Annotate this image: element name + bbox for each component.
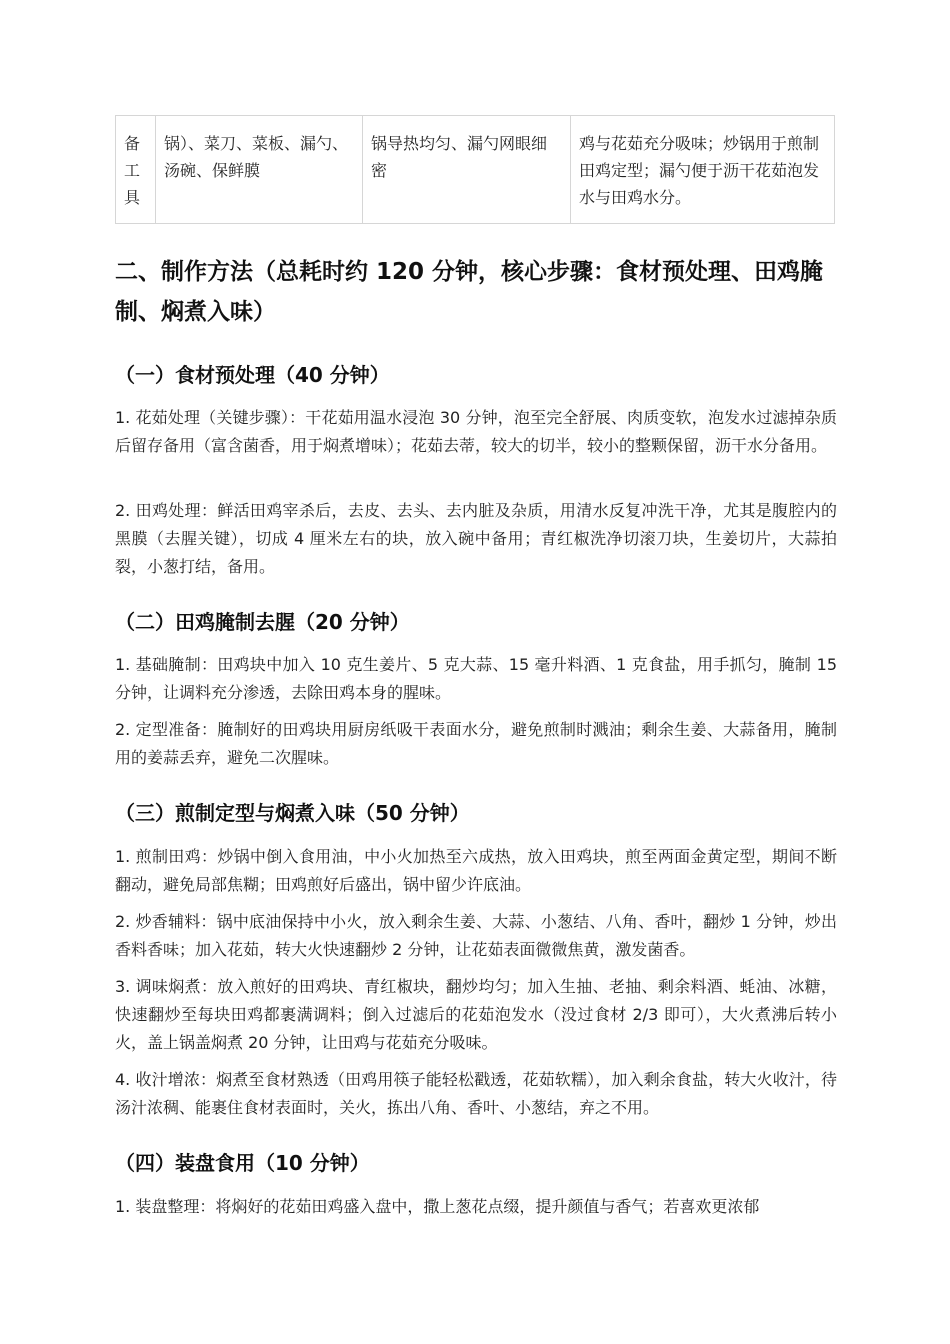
paragraph: 2. 田鸡处理：鲜活田鸡宰杀后，去皮、去头、去内脏及杂质，用清水反复冲洗干净，尤其是腹腔内的黑膜（去腥关键），切成 4 厘米左右的块，放入碗中备用；青红椒洗净切滚刀块，生姜切片，大蒜拍裂，小葱打结，备用。 (115, 501, 837, 576)
tools-table (115, 115, 835, 224)
table-cell-tools: 锅）、菜刀、菜板、漏勺、汤碗、保鲜膜 (156, 116, 363, 224)
category-char: 备 (124, 134, 141, 153)
paragraph: 1. 花茹处理（关键步骤）：干花茹用温水浸泡 30 分钟，泡至完全舒展、肉质变软，泡发水过滤掉杂质后留存备用（富含菌香，用于焖煮增味）；花茹去蒂，较大的切半，较小的整颗保留，沥干水分备用。 (115, 408, 837, 455)
table-cell-requirements: 锅导热均匀、漏勺网眼细密 (363, 116, 571, 224)
category-char: 具 (124, 188, 141, 207)
paragraph: 2. 炒香辅料：锅中底油保持中小火，放入剩余生姜、大蒜、小葱结、八角、香叶，翻炒 1 分钟，炒出香料香味；加入花茹，转大火快速翻炒 2 分钟，让花茹表面微微焦黄，激发菌香。 (115, 912, 837, 959)
paragraph: 3. 调味焖煮：放入煎好的田鸡块、青红椒块，翻炒均匀；加入生抽、老抽、剩余料酒、蚝油、冰糖，快速翻炒至每块田鸡都裹满调料；倒入过滤后的花茹泡发水（没过食材 2/3 即可），大火煮沸后转小火，盖上锅盖焖煮 20 分钟，让田鸡与花茹充分吸味。 (115, 977, 837, 1052)
paragraph: 1. 煎制田鸡：炒锅中倒入食用油，中小火加热至六成热，放入田鸡块，煎至两面金黄定型，期间不断翻动，避免局部焦糊；田鸡煎好后盛出，锅中留少许底油。 (115, 847, 837, 894)
paragraph: 2. 定型准备：腌制好的田鸡块用厨房纸吸干表面水分，避免煎制时溅油；剩余生姜、大蒜备用，腌制用的姜蒜丢弃，避免二次腥味。 (115, 720, 837, 767)
table-row (116, 116, 835, 224)
table-cell-category (116, 116, 156, 224)
subsection-title-prep: （一）食材预处理（40 分钟） (115, 363, 390, 387)
paragraph: 1. 装盘整理：将焖好的花茹田鸡盛入盘中，撒上葱花点缀，提升颜值与香气；若喜欢更浓郁 (115, 1197, 760, 1216)
section-title-method: 二、制作方法（总耗时约 120 分钟，核心步骤：食材预处理、田鸡腌制、焖煮入味） (115, 259, 824, 325)
subsection-title-braise: （三）煎制定型与焖煮入味（50 分钟） (115, 801, 470, 825)
table-cell-purpose: 鸡与花茹充分吸味；炒锅用于煎制田鸡定型；漏勺便于沥干花茹泡发水与田鸡水分。 (571, 116, 835, 224)
subsection-title-marinate: （二）田鸡腌制去腥（20 分钟） (115, 610, 410, 634)
paragraph: 4. 收汁增浓：焖煮至食材熟透（田鸡用筷子能轻松戳透，花茹软糯），加入剩余食盐，转大火收汁，待汤汁浓稠、能裹住食材表面时，关火，拣出八角、香叶、小葱结，弃之不用。 (115, 1070, 837, 1117)
category-char: 工 (124, 161, 141, 180)
subsection-title-plating: （四）装盘食用（10 分钟） (115, 1151, 370, 1175)
paragraph: 1. 基础腌制：田鸡块中加入 10 克生姜片、5 克大蒜、15 毫升料酒、1 克食盐，用手抓匀，腌制 15 分钟，让调料充分渗透，去除田鸡本身的腥味。 (115, 655, 837, 702)
